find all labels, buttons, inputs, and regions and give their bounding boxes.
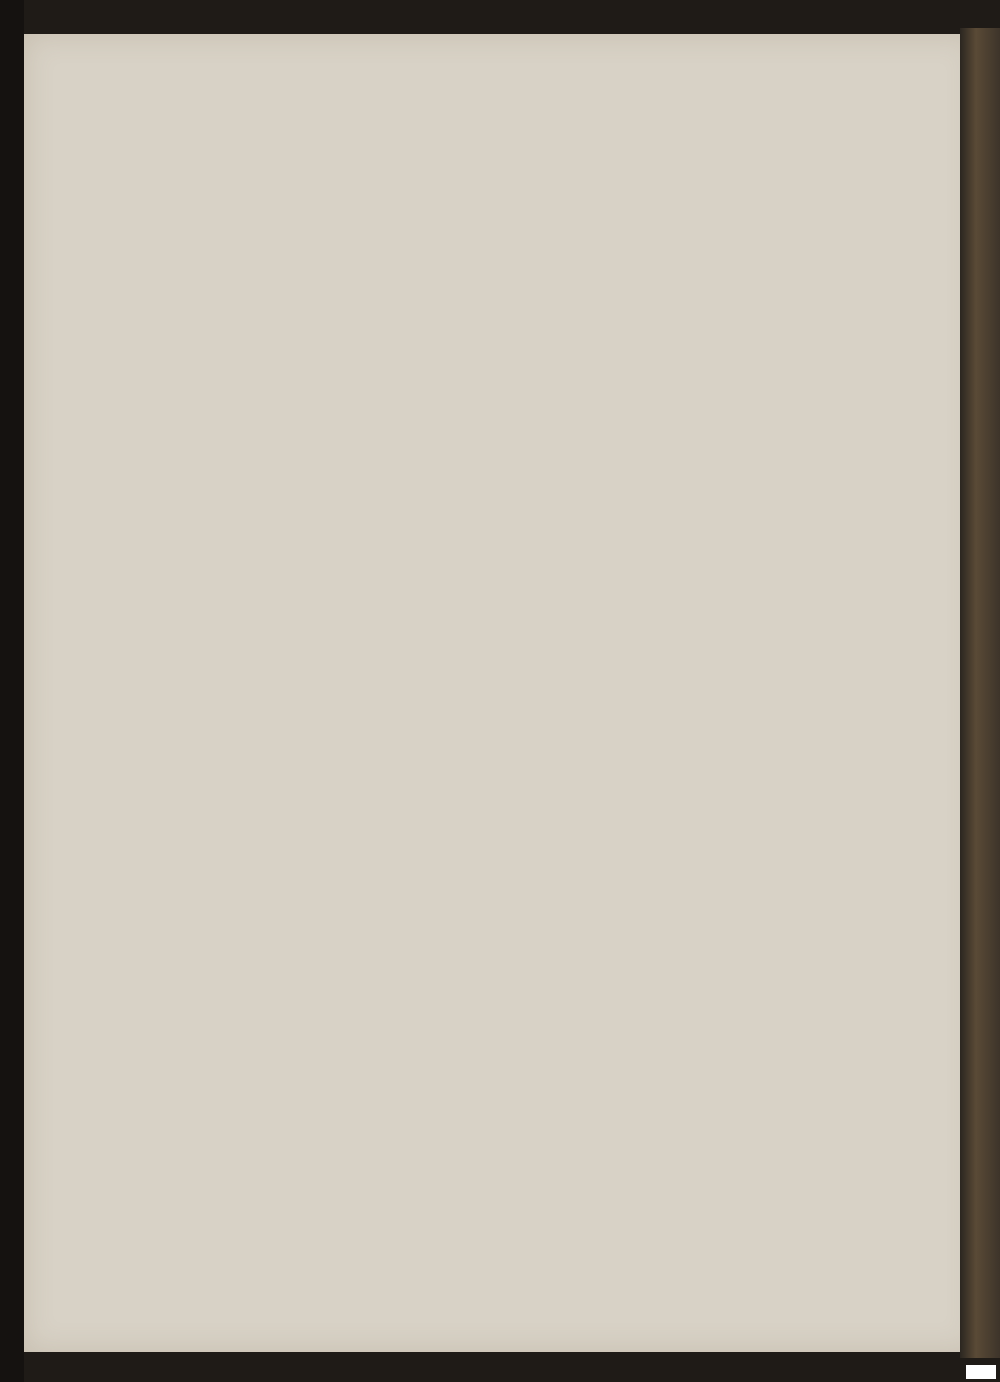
scan-left-margin <box>0 0 24 1382</box>
dfg-logo <box>966 1365 996 1379</box>
book-page <box>24 34 976 1352</box>
observation-28-body <box>230 454 875 456</box>
book-edge <box>960 28 1000 1358</box>
page-header <box>212 78 882 118</box>
